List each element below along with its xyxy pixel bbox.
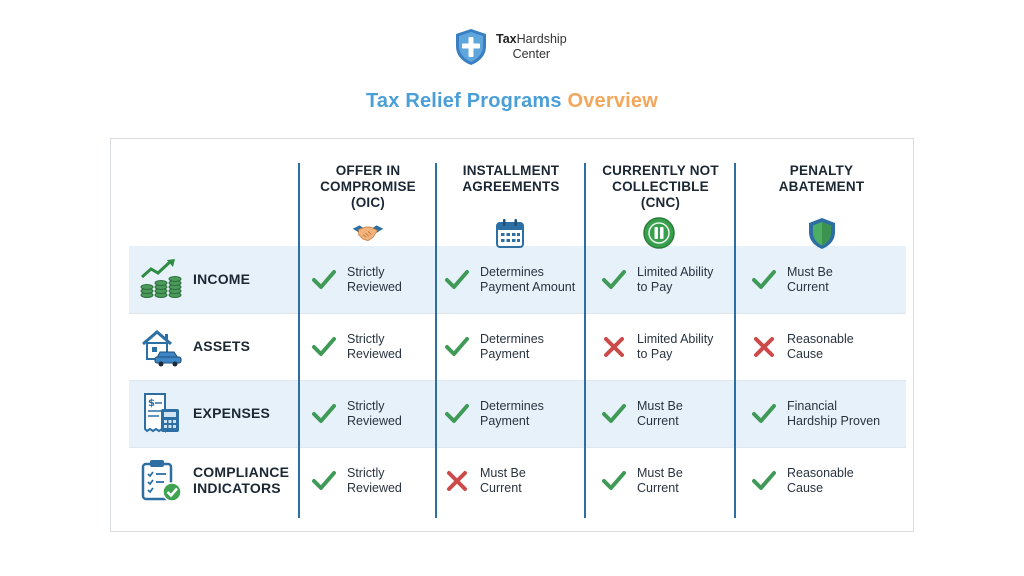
svg-text:$: $ bbox=[148, 398, 155, 409]
column-title: CURRENTLY NOT COLLECTIBLE (CNC) bbox=[602, 163, 719, 210]
table-cell bbox=[444, 246, 575, 313]
check-icon bbox=[311, 334, 337, 360]
calendar-icon bbox=[493, 216, 527, 250]
column-divider bbox=[584, 163, 586, 518]
check-icon bbox=[751, 468, 777, 494]
column-title: PENALTY ABATEMENT bbox=[778, 163, 865, 194]
table-cell bbox=[751, 246, 833, 313]
row-label-text: EXPENSES bbox=[193, 405, 271, 421]
brand-shield-logo-icon bbox=[454, 28, 488, 66]
cross-icon bbox=[601, 334, 627, 360]
cross-icon bbox=[444, 468, 470, 494]
handshake-icon bbox=[351, 216, 385, 250]
brand-name-rest: Hardship bbox=[516, 32, 567, 46]
row-label-income bbox=[139, 257, 250, 301]
column-header-oic bbox=[301, 163, 435, 211]
table-cell bbox=[444, 447, 526, 514]
row-label-expenses bbox=[139, 391, 270, 435]
page-title-part1: Tax Relief Programs bbox=[365, 90, 568, 112]
table-cell bbox=[751, 447, 854, 514]
column-title: OFFER IN COMPROMISE (OIC) bbox=[320, 163, 416, 210]
table-cell bbox=[601, 447, 683, 514]
pause-icon bbox=[642, 216, 676, 250]
brand-name-bold: Tax bbox=[496, 32, 517, 46]
column-header-installment bbox=[438, 163, 584, 195]
cell-text: Determines Payment bbox=[480, 399, 544, 428]
cell-text: Financial Hardship Proven bbox=[787, 399, 881, 428]
check-icon bbox=[311, 267, 337, 293]
comparison-table bbox=[110, 138, 914, 532]
check-icon bbox=[311, 401, 337, 427]
table-cell bbox=[751, 380, 880, 447]
cell-text: Strictly Reviewed bbox=[347, 466, 402, 495]
shield-icon bbox=[805, 216, 839, 250]
table-cell bbox=[311, 447, 402, 514]
check-icon bbox=[751, 401, 777, 427]
cell-text: Must Be Current bbox=[637, 399, 683, 428]
cell-text: Must Be Current bbox=[637, 466, 683, 495]
column-header-penalty bbox=[737, 163, 906, 195]
check-icon bbox=[751, 267, 777, 293]
cell-text: Strictly Reviewed bbox=[347, 332, 402, 361]
row-label-compliance bbox=[139, 458, 289, 502]
table-cell bbox=[444, 380, 544, 447]
brand-name-line2: Center bbox=[512, 47, 551, 61]
column-title: INSTALLMENT AGREEMENTS bbox=[462, 163, 560, 194]
row-label-text: INCOME bbox=[193, 271, 251, 287]
brand-header bbox=[454, 28, 567, 66]
clipboard-check-icon bbox=[139, 458, 183, 502]
check-icon bbox=[444, 401, 470, 427]
cell-text: Reasonable Cause bbox=[787, 466, 854, 495]
house-car-icon bbox=[139, 324, 183, 368]
column-divider bbox=[435, 163, 437, 518]
cell-text: Must Be Current bbox=[480, 466, 526, 495]
table-cell bbox=[311, 380, 402, 447]
row-label-text: COMPLIANCE INDICATORS bbox=[193, 464, 290, 496]
cell-text: Strictly Reviewed bbox=[347, 399, 402, 428]
table-cell bbox=[751, 313, 854, 380]
check-icon bbox=[311, 468, 337, 494]
table-cell bbox=[311, 313, 402, 380]
cell-text: Limited Ability to Pay bbox=[637, 265, 714, 294]
cross-icon bbox=[751, 334, 777, 360]
row-label-assets bbox=[139, 324, 250, 368]
cell-text: Determines Payment Amount bbox=[480, 265, 576, 294]
table-cell bbox=[444, 313, 544, 380]
page-title-part2: Overview bbox=[567, 90, 659, 112]
income-growth-icon bbox=[139, 257, 183, 301]
cell-text: Must Be Current bbox=[787, 265, 833, 294]
table-cell bbox=[601, 246, 713, 313]
bills-calculator-icon bbox=[139, 391, 183, 435]
check-icon bbox=[444, 267, 470, 293]
column-divider bbox=[734, 163, 736, 518]
row-label-text: ASSETS bbox=[193, 338, 251, 354]
cell-text: Reasonable Cause bbox=[787, 332, 854, 361]
table-cell bbox=[311, 246, 402, 313]
check-icon bbox=[444, 334, 470, 360]
check-icon bbox=[601, 468, 627, 494]
cell-text: Strictly Reviewed bbox=[347, 265, 402, 294]
table-cell bbox=[601, 380, 683, 447]
column-divider bbox=[298, 163, 300, 518]
column-header-cnc bbox=[587, 163, 734, 211]
cell-text: Determines Payment bbox=[480, 332, 544, 361]
check-icon bbox=[601, 401, 627, 427]
cell-text: Limited Ability to Pay bbox=[637, 332, 714, 361]
check-icon bbox=[601, 267, 627, 293]
table-cell bbox=[601, 313, 713, 380]
page-title bbox=[0, 90, 1024, 113]
brand-name bbox=[496, 32, 567, 62]
